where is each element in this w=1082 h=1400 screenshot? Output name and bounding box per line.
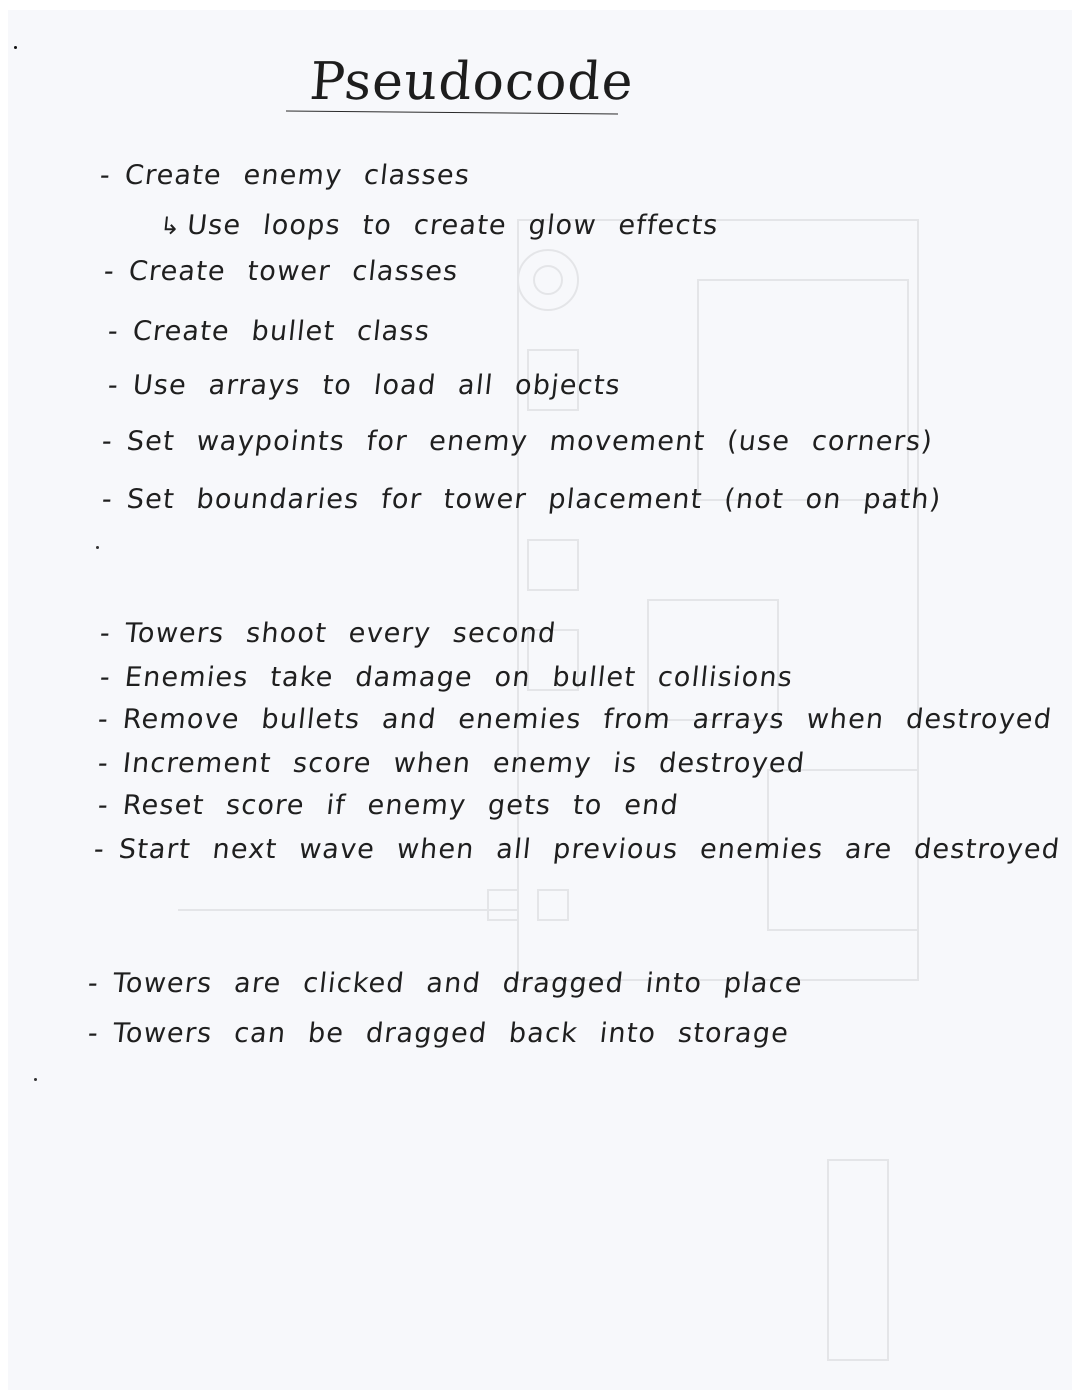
note-line (86, 968, 804, 999)
note-text: Reset score if enemy gets to end (121, 790, 681, 821)
note-text: Towers shoot every second (123, 618, 559, 649)
bullet-dash: - (98, 160, 113, 191)
note-text: Start next wave when all previous enemies are destroyed (117, 834, 1062, 865)
note-text: Create tower classes (127, 256, 461, 287)
note-line (98, 160, 471, 191)
note-text: Remove bullets and enemies from arrays when destroyed (121, 704, 1054, 735)
stray-mark (34, 1078, 37, 1081)
note-text: Create bullet class (131, 316, 432, 347)
bullet-dash: - (100, 484, 115, 515)
note-line (102, 256, 460, 287)
bullet-dash: - (92, 834, 107, 865)
stray-mark (96, 546, 99, 549)
note-text: Set waypoints for enemy movement (use corners) (125, 426, 935, 457)
note-line (96, 748, 806, 779)
page-title: Pseudocode (307, 52, 636, 112)
note-text: Use loops to create glow effects (185, 210, 721, 241)
note-line (100, 484, 943, 515)
note-text: Towers are clicked and dragged into place (111, 968, 805, 999)
note-line (96, 790, 680, 821)
note-line (96, 704, 1053, 735)
notebook-page (8, 10, 1072, 1390)
bullet-dash: - (100, 426, 115, 457)
note-text: Increment score when enemy is destroyed (121, 748, 807, 779)
note-text: Enemies take damage on bullet collisions (123, 662, 795, 693)
note-line (106, 370, 622, 401)
sub-item-arrow-icon: ↳ (158, 212, 183, 240)
note-line (98, 662, 794, 693)
note-text: Create enemy classes (123, 160, 472, 191)
note-text: Use arrays to load all objects (131, 370, 623, 401)
bullet-dash: - (96, 748, 111, 779)
bullet-dash: - (106, 370, 121, 401)
note-line (92, 834, 1061, 865)
note-text: Towers can be dragged back into storage (111, 1018, 791, 1049)
bullet-dash: - (98, 618, 113, 649)
bullet-dash: - (96, 704, 111, 735)
bullet-dash: - (86, 968, 101, 999)
bullet-dash: - (86, 1018, 101, 1049)
note-line (100, 426, 934, 457)
bullet-dash: - (106, 316, 121, 347)
bullet-dash: - (96, 790, 111, 821)
note-line (86, 1018, 790, 1049)
note-line (98, 618, 558, 649)
note-subline (158, 210, 720, 241)
note-text: Set boundaries for tower placement (not on path) (125, 484, 944, 515)
note-line (106, 316, 431, 347)
scan-speck (14, 46, 17, 49)
bullet-dash: - (102, 256, 117, 287)
bullet-dash: - (98, 662, 113, 693)
